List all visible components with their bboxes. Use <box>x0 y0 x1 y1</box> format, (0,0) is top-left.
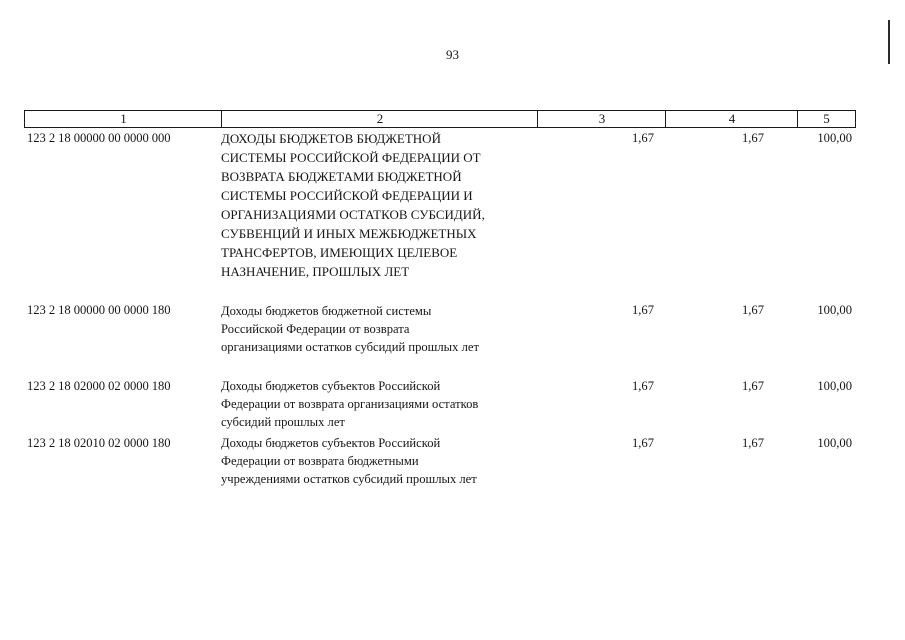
row-name-line: учреждениями остатков субсидий прошлых лет <box>221 472 477 486</box>
row-name-line: СИСТЕМЫ РОССИЙСКОЙ ФЕДЕРАЦИИ И <box>221 188 473 203</box>
row-name-line: ВОЗВРАТА БЮДЖЕТАМИ БЮДЖЕТНОЙ <box>221 169 462 184</box>
row-name <box>221 434 536 488</box>
row-col4-value: 1,67 <box>741 131 764 145</box>
row-col4-value: 1,67 <box>741 436 764 450</box>
column-header-4: 4 <box>665 111 798 127</box>
row-name-line: СУБВЕНЦИЙ И ИНЫХ МЕЖБЮДЖЕТНЫХ <box>221 226 477 241</box>
row-name <box>221 129 536 281</box>
row-col3-value: 1,67 <box>631 303 654 317</box>
row-col5-value: 100,00 <box>817 131 852 145</box>
row-col3-value: 1,67 <box>631 436 654 450</box>
row-name-line: Доходы бюджетов субъектов Российской <box>221 379 441 393</box>
row-name-line: субсидий прошлых лет <box>221 415 345 429</box>
row-name <box>221 377 536 431</box>
row-col4-value: 1,67 <box>741 379 764 393</box>
row-col5-value: 100,00 <box>817 379 852 393</box>
column-header-2: 2 <box>221 111 538 127</box>
column-header-3: 3 <box>537 111 666 127</box>
row-name-line: СИСТЕМЫ РОССИЙСКОЙ ФЕДЕРАЦИИ ОТ <box>221 150 481 165</box>
row-name-line: Федерации от возврата бюджетными <box>221 454 419 468</box>
column-header-5: 5 <box>797 111 856 127</box>
row-name-line: Федерации от возврата организациями остатков <box>221 397 479 411</box>
row-code: 123 2 18 00000 00 0000 000 <box>27 131 171 145</box>
row-name-line: ОРГАНИЗАЦИЯМИ ОСТАТКОВ СУБСИДИЙ, <box>221 207 485 222</box>
row-col5-value: 100,00 <box>817 436 852 450</box>
row-code: 123 2 18 02010 02 0000 180 <box>27 436 171 450</box>
row-name-line: Российской Федерации от возврата <box>221 322 410 336</box>
row-name <box>221 302 536 356</box>
row-code: 123 2 18 00000 00 0000 180 <box>27 303 171 317</box>
row-name-line: ДОХОДЫ БЮДЖЕТОВ БЮДЖЕТНОЙ <box>221 131 441 146</box>
column-header-1: 1 <box>24 111 222 127</box>
row-name-line: НАЗНАЧЕНИЕ, ПРОШЛЫХ ЛЕТ <box>221 264 410 279</box>
row-col4-value: 1,67 <box>741 303 764 317</box>
row-name-line: ТРАНСФЕРТОВ, ИМЕЮЩИХ ЦЕЛЕВОЕ <box>221 245 458 260</box>
row-col5-value: 100,00 <box>817 303 852 317</box>
row-col3-value: 1,67 <box>631 379 654 393</box>
row-col3-value: 1,67 <box>631 131 654 145</box>
row-name-line: Доходы бюджетов субъектов Российской <box>221 436 441 450</box>
table-header-row <box>24 110 856 128</box>
row-name-line: организациями остатков субсидий прошлых лет <box>221 340 479 354</box>
row-code: 123 2 18 02000 02 0000 180 <box>27 379 171 393</box>
page-number: 93 <box>446 47 459 62</box>
row-name-line: Доходы бюджетов бюджетной системы <box>221 304 432 318</box>
